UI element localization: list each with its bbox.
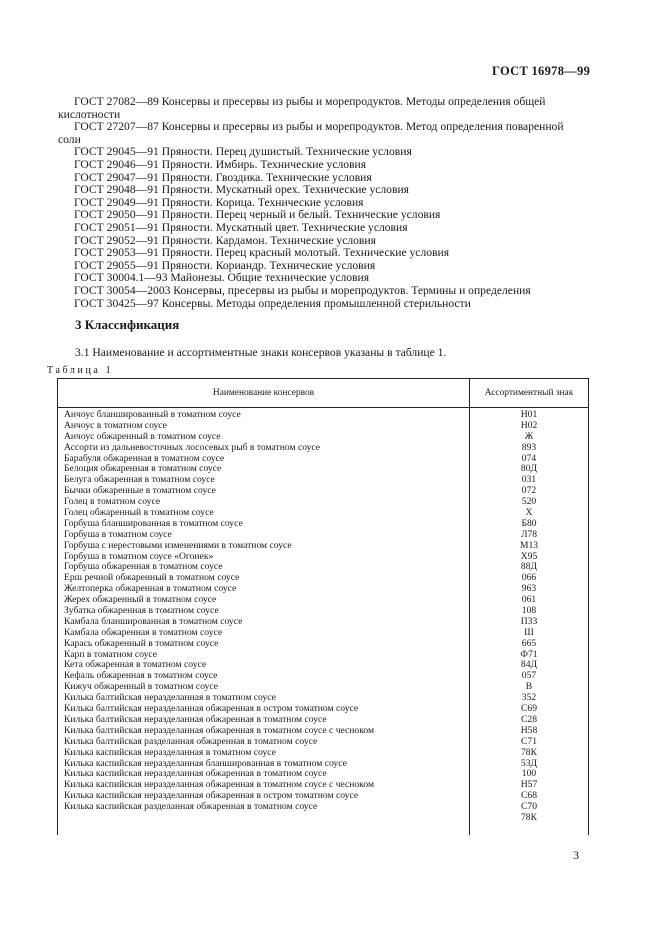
- table-row: [58, 748, 588, 759]
- product-name: Жерех обжаренный в томатном соусе: [64, 594, 217, 606]
- assortment-code: 84Д: [520, 659, 538, 671]
- product-name: Килька балтийская разделанная обжаренная в томатном соусе: [64, 735, 318, 747]
- assortment-code: 53Д: [520, 757, 538, 769]
- assortment-code: С68: [521, 790, 537, 802]
- table-row: [58, 541, 588, 552]
- product-name: Горбуша в томатном соусе «Огонек»: [64, 550, 214, 562]
- assortment-code: С70: [521, 801, 537, 813]
- product-name: Белуга обжаренная в томатном соусе: [64, 474, 215, 486]
- product-name: Зубатка обжаренная в томатном соусе: [64, 605, 219, 617]
- reference-text: ГОСТ 30425—97 Консервы. Методы определения промышленной стерильности: [74, 296, 471, 310]
- assortment-code: 963: [521, 583, 537, 595]
- product-name: Килька каспийская неразделанная бланшированная в томатном соусе: [64, 757, 347, 769]
- product-name: Анчоус бланшированный в томатном соусе: [64, 409, 241, 420]
- normative-references: [58, 96, 588, 310]
- reference-text: ГОСТ 30004.1—93 Майонезы. Общие технические условия: [74, 271, 370, 285]
- assortment-code: Н02: [520, 419, 538, 431]
- assortment-code: Б80: [521, 517, 537, 529]
- reference-text: ГОСТ 30054—2003 Консервы, пресервы из рыбы и морепродуктов. Термины и определения: [74, 283, 531, 297]
- product-name: Барабуля обжаренная в томатном соусе: [64, 452, 225, 464]
- product-name: Килька каспийская разделанная обжаренная в томатном соусе: [64, 801, 318, 813]
- assortment-code: Н57: [520, 779, 538, 791]
- assortment-code: Н58: [520, 724, 538, 736]
- table-row: [58, 639, 588, 650]
- reference-text: ГОСТ 29053—91 Пряности. Перец красный молотый. Технические условия: [74, 246, 450, 260]
- assortment-code: В: [525, 681, 533, 693]
- assortment-code: Ф71: [520, 648, 538, 660]
- product-name: Карась обжаренный в томатном соусе: [64, 637, 219, 649]
- assortment-code: Х95: [520, 550, 538, 562]
- table-row: [58, 443, 588, 454]
- reference-text: ГОСТ 29047—91 Пряности. Гвоздика. Технические условия: [74, 170, 372, 184]
- assortment-code: 066: [521, 572, 537, 584]
- table-body: [58, 410, 588, 824]
- reference-text: ГОСТ 29049—91 Пряности. Корица. Технические условия: [74, 195, 364, 209]
- table-row: [58, 802, 588, 813]
- product-name: Кета обжаренная в томатном соусе: [64, 659, 207, 671]
- product-name: Горбуша в томатном соусе: [64, 528, 172, 540]
- assortment-code: 100: [521, 768, 537, 780]
- reference-text: ГОСТ 29050—91 Пряности. Перец черный и белый. Технические условия: [74, 208, 441, 222]
- table-row: [58, 737, 588, 748]
- reference-text: ГОСТ 27082—89 Консервы и пресервы из рыбы и морепродуктов. Методы определения общей кислотности: [58, 95, 546, 121]
- page-number: 3: [573, 848, 579, 862]
- assortment-code: Х: [525, 507, 533, 519]
- assortment-code: С28: [521, 713, 537, 725]
- product-name: Горбуша обжаренная в томатном соусе: [64, 561, 223, 573]
- product-name: Камбала обжаренная в томатном соусе: [64, 626, 223, 638]
- reference-text: ГОСТ 29046—91 Пряности. Имбирь. Технические условия: [74, 157, 367, 171]
- assortment-code: М13: [519, 539, 539, 551]
- product-name: Желтоперка обжаренная в томатном соусе: [64, 583, 237, 595]
- assortment-code: Ш: [524, 626, 534, 638]
- table-caption: Таблица 1: [47, 365, 114, 376]
- reference-text: ГОСТ 27207—87 Консервы и пресервы из рыбы и морепродуктов. Метод определения поваренной соли: [58, 120, 564, 146]
- reference-text: ГОСТ 29051—91 Пряности. Мускатный цвет. Технические условия: [74, 220, 408, 234]
- product-name: Килька балтийская неразделанная в томатном соусе: [64, 692, 276, 704]
- product-name: Кижуч обжаренный в томатном соусе: [64, 681, 218, 693]
- product-name: Голец обжаренный в томатном соусе: [64, 507, 214, 519]
- assortment-code: Л78: [520, 528, 538, 540]
- standard-header: ГОСТ 16978—99: [492, 64, 591, 78]
- reference-item: [58, 96, 588, 121]
- assortment-code: 074: [521, 452, 537, 464]
- product-name: Килька каспийская неразделанная в томатном соусе: [64, 746, 276, 758]
- table-1: [57, 378, 589, 835]
- reference-text: ГОСТ 29048—91 Пряности. Мускатный орех. Технические условия: [74, 183, 409, 197]
- assortment-code: С69: [521, 703, 537, 715]
- assortment-code: П33: [520, 615, 538, 627]
- reference-text: ГОСТ 29052—91 Пряности. Кардамон. Технические условия: [74, 233, 376, 247]
- product-name: Голец в томатном соусе: [64, 496, 161, 508]
- reference-text: ГОСТ 29045—91 Пряности. Перец душистый. Технические условия: [74, 145, 412, 159]
- product-name: Горбуша бланшированная в томатном соусе: [64, 517, 243, 529]
- assortment-code: 031: [521, 474, 537, 486]
- product-name: Килька каспийская неразделанная обжаренная в остром томатном соусе: [64, 790, 359, 802]
- header-name: Наименование консервов: [212, 388, 315, 398]
- product-name: Килька балтийская неразделанная обжаренная в томатном соусе с чесноком: [64, 724, 375, 736]
- assortment-code: 893: [521, 441, 537, 453]
- header-code: Ассортиментный знак: [484, 388, 574, 398]
- paragraph-3-1: 3.1 Наименование и ассортиментные знаки консервов указаны в таблице 1.: [75, 346, 447, 359]
- product-name: Горбуша с нерестовыми изменениями в томатном соусе: [64, 539, 292, 551]
- assortment-code: 78К: [521, 811, 537, 823]
- assortment-code: 88Д: [520, 561, 538, 573]
- assortment-code: 352: [521, 692, 537, 704]
- product-name: Килька балтийская неразделанная обжаренная в томатном соусе: [64, 713, 327, 725]
- product-name: Белоция обжаренная в томатном соусе: [64, 463, 222, 475]
- table-header: [58, 379, 588, 408]
- product-name: Анчоус обжаренный в томатном соусе: [64, 430, 221, 442]
- reference-text: ГОСТ 29055—91 Пряности. Кориандр. Технические условия: [74, 258, 376, 272]
- product-name: Камбала бланшированная в томатном соусе: [64, 615, 243, 627]
- product-name: Кефаль обжаренная в томатном соусе: [64, 670, 218, 682]
- product-name: Анчоус в томатном соусе: [64, 419, 167, 431]
- assortment-code: Н01: [520, 409, 538, 420]
- reference-item: [58, 298, 588, 311]
- assortment-code: 072: [521, 485, 537, 497]
- assortment-code: 057: [521, 670, 537, 682]
- product-name: Карп в томатном соусе: [64, 648, 158, 660]
- reference-item: [58, 121, 588, 146]
- product-name: Бычки обжаренные в томатном соусе: [64, 485, 216, 497]
- product-name: Килька балтийская неразделанная обжаренная в остром томатном соусе: [64, 703, 359, 715]
- assortment-code: 78К: [521, 746, 537, 758]
- assortment-code: 061: [521, 594, 537, 606]
- assortment-code: 108: [521, 605, 537, 617]
- product-name: Ерш речной обжаренный в томатном соусе: [64, 572, 240, 584]
- product-name: Ассорти из дальневосточных лососевых рыб в томатном соусе: [64, 441, 321, 453]
- assortment-code: 520: [521, 496, 537, 508]
- table-row: [58, 813, 588, 824]
- section-title: 3 Классификация: [75, 317, 180, 332]
- assortment-code: 665: [521, 637, 537, 649]
- product-name: Килька каспийская неразделанная обжаренная в томатном соусе с чесноком: [64, 779, 375, 791]
- product-name: Килька каспийская неразделанная обжаренная в томатном соусе: [64, 768, 327, 780]
- assortment-code: С71: [521, 735, 537, 747]
- assortment-code: Ж: [524, 430, 534, 442]
- assortment-code: 80Д: [520, 463, 538, 475]
